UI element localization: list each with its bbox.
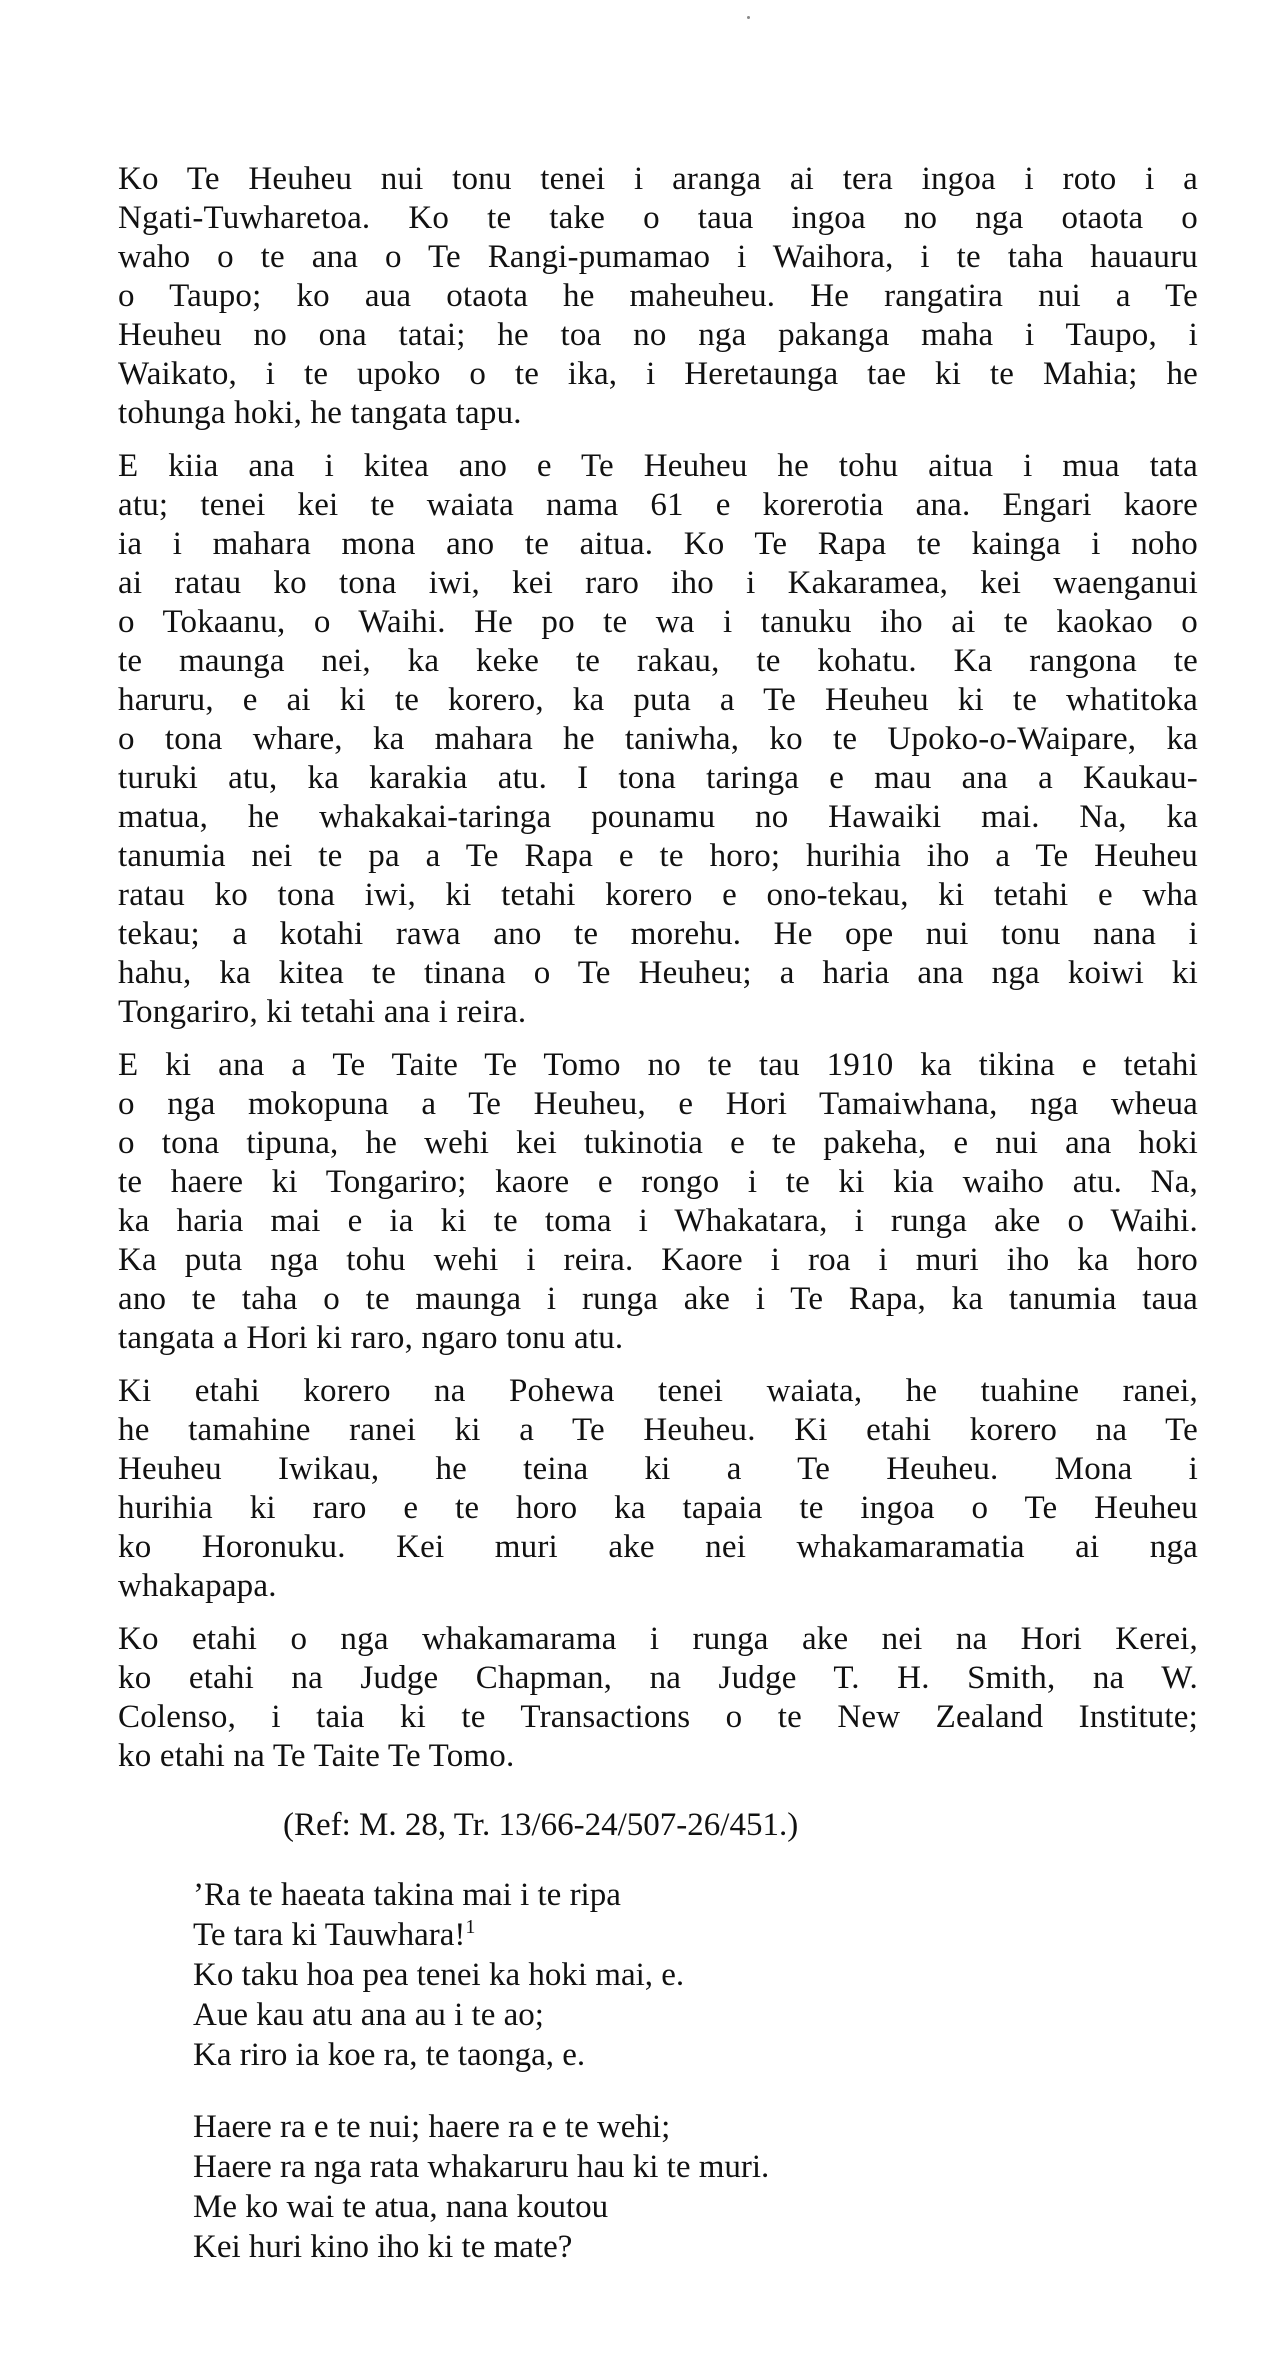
text-line: whakapapa. [118,1568,277,1604]
text-line: ano te taha o te maunga i runga ake i Te Rapa, ka tanumia taua [118,1281,1198,1317]
text-line: Waikato, i te upoko o te ika, i Heretaunga tae ki te Mahia; he [118,356,1198,392]
text-line: atu; tenei kei te waiata nama 61 e korerotia ana. Engari kaore [118,487,1198,523]
stanza-2 [193,2107,1198,2267]
text-line: hahu, ka kitea te tinana o Te Heuheu; a haria ana nga koiwi ki [118,955,1198,991]
text-line: Ka puta nga tohu wehi i reira. Kaore i roa i muri iho ka horo [118,1242,1198,1278]
text-line: te maunga nei, ka keke te rakau, te kohatu. Ka rangona te [118,643,1198,679]
verse-line: Ka riro ia koe ra, te taonga, e. [193,2037,586,2073]
text-line: hurihia ki raro e te horo ka tapaia te ingoa o Te Heuheu [118,1490,1198,1526]
verse-text: Te tara ki Tauwhara! [193,1917,466,1953]
text-line: E ki ana a Te Taite Te Tomo no te tau 1910 ka tikina e tetahi [118,1047,1198,1083]
verse-line: Me ko wai te atua, nana koutou [193,2189,609,2225]
text-line: ko etahi na Judge Chapman, na Judge T. H. Smith, na W. [118,1660,1198,1696]
verse-line: ’Ra te haeata takina mai i te ripa [193,1877,621,1913]
song-reference: (Ref: M. 28, Tr. 13/66-24/507-26/451.) [283,1807,799,1843]
verse-line: Haere ra e te nui; haere ra e te wehi; [193,2109,671,2145]
text-line: Ko Te Heuheu nui tonu tenei i aranga ai tera ingoa i roto i a [118,161,1198,197]
text-line: matua, he whakakai-taringa pounamu no Hawaiki mai. Na, ka [118,799,1198,835]
text-line: ko etahi na Te Taite Te Tomo. [118,1738,515,1774]
footnote-marker: 1 [465,1916,476,1938]
text-line: Ko etahi o nga whakamarama i runga ake nei na Hori Kerei, [118,1621,1198,1657]
text-line: ka haria mai e ia ki te toma i Whakatara, i runga ake o Waihi. [118,1203,1198,1239]
text-line: tanumia nei te pa a Te Rapa e te horo; hurihia iho a Te Heuheu [118,838,1198,874]
text-line: ai ratau ko tona iwi, kei raro iho i Kakaramea, kei waenganui [118,565,1198,601]
text-line: tekau; a kotahi rawa ano te morehu. He ope nui tonu nana i [118,916,1198,952]
paragraph-2 [78,447,1198,1032]
text-line: E kiia ana i kitea ano e Te Heuheu he tohu aitua i mua tata [118,448,1198,484]
text-line: haruru, e ai ki te korero, ka puta a Te Heuheu ki te whatitoka [118,682,1198,718]
text-line: Colenso, i taia ki te Transactions o te New Zealand Institute; [118,1699,1198,1735]
text-line: Tongariro, ki tetahi ana i reira. [118,994,527,1030]
paragraph-3 [78,1046,1198,1358]
verse-line: Ko taku hoa pea tenei ka hoki mai, e. [193,1957,685,1993]
text-line: o Taupo; ko aua otaota he maheuheu. He rangatira nui a Te [118,278,1198,314]
text-line: waho o te ana o Te Rangi-pumamao i Waihora, i te taha hauauru [118,239,1198,275]
text-line: he tamahine ranei ki a Te Heuheu. Ki etahi korero na Te [118,1412,1198,1448]
text-line: o Tokaanu, o Waihi. He po te wa i tanuku iho ai te kaokao o [118,604,1198,640]
verse-line: Haere ra nga rata whakaruru hau ki te muri. [193,2149,770,2185]
document-page [78,160,1198,2299]
text-line: Heuheu Iwikau, he teina ki a Te Heuheu. Mona i [118,1451,1198,1487]
text-line: Ki etahi korero na Pohewa tenei waiata, he tuahine ranei, [118,1373,1198,1409]
text-line: ia i mahara mona ano te aitua. Ko Te Rapa te kainga i noho [118,526,1198,562]
text-line: ko Horonuku. Kei muri ake nei whakamaramatia ai nga [118,1529,1198,1565]
paragraph-4 [78,1372,1198,1606]
text-line: Heuheu no ona tatai; he toa no nga pakanga maha i Taupo, i [118,317,1198,353]
text-line: turuki atu, ka karakia atu. I tona taringa e mau ana a Kaukau- [118,760,1198,796]
verse-line [193,1915,1198,1955]
stanza-1 [193,1875,1198,2075]
text-line: ratau ko tona iwi, ki tetahi korero e ono-tekau, ki tetahi e wha [118,877,1198,913]
text-line: te haere ki Tongariro; kaore e rongo i te ki kia waiho atu. Na, [118,1164,1198,1200]
text-line: Ngati-Tuwharetoa. Ko te take o taua ingoa no nga otaota o [118,200,1198,236]
verse-line: Aue kau atu ana au i te ao; [193,1997,544,2033]
text-line: o tona whare, ka mahara he taniwha, ko te Upoko-o-Waipare, ka [118,721,1198,757]
verse-line: Kei huri kino iho ki te mate? [193,2229,573,2265]
paragraph-5 [78,1620,1198,1776]
text-line: o nga mokopuna a Te Heuheu, e Hori Tamaiwhana, nga wheua [118,1086,1198,1122]
paragraph-1 [78,160,1198,433]
waiata-poem [78,1875,1198,2267]
paper-speck [747,16,750,19]
text-line: o tona tipuna, he wehi kei tukinotia e te pakeha, e nui ana hoki [118,1125,1198,1161]
text-line: tohunga hoki, he tangata tapu. [118,395,522,431]
text-line: tangata a Hori ki raro, ngaro tonu atu. [118,1320,624,1356]
